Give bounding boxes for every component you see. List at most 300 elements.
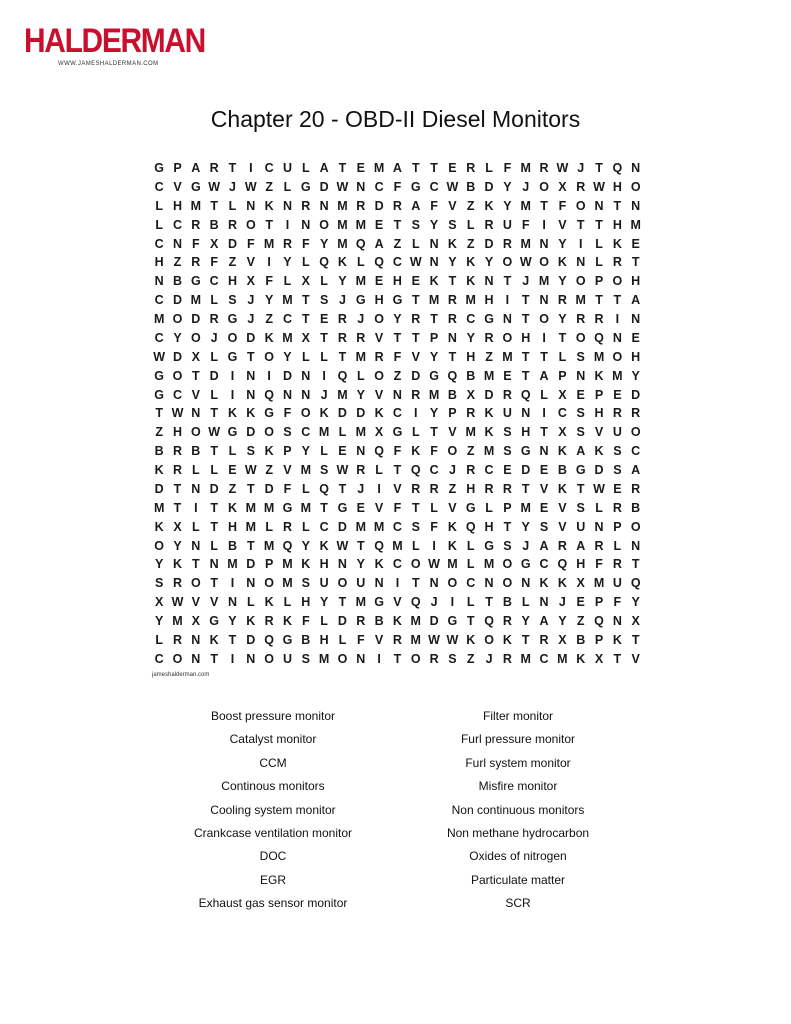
grid-letter: N xyxy=(447,330,457,345)
grid-letter: R xyxy=(301,198,311,213)
grid-letter: D xyxy=(209,368,219,383)
grid-letter: Q xyxy=(374,538,384,553)
grid-letter: O xyxy=(172,651,183,666)
grid-letter: L xyxy=(320,444,328,459)
grid-letter: S xyxy=(576,406,585,421)
grid-letter: Q xyxy=(355,236,366,251)
grid-letter: W xyxy=(336,538,349,553)
grid-letter: Y xyxy=(429,406,439,421)
grid-letter: T xyxy=(540,425,548,440)
grid-letter: K xyxy=(484,198,494,213)
grid-letter: Y xyxy=(631,368,640,383)
grid-letter: O xyxy=(337,576,348,591)
grid-letter: K xyxy=(172,557,182,572)
word-list-item: Continous monitors xyxy=(221,779,325,794)
grid-letter: R xyxy=(227,217,237,232)
grid-letter: H xyxy=(172,425,182,440)
grid-letter: W xyxy=(519,255,532,270)
grid-letter: X xyxy=(154,595,164,610)
grid-letter: J xyxy=(247,312,255,326)
grid-letter: U xyxy=(282,161,292,175)
grid-letter: C xyxy=(539,557,549,572)
grid-letter: M xyxy=(355,274,366,289)
grid-letter: P xyxy=(594,595,604,610)
grid-letter: U xyxy=(502,406,512,421)
grid-letter: N xyxy=(429,255,439,270)
grid-letter: W xyxy=(153,349,166,364)
grid-letter: T xyxy=(521,632,530,647)
grid-letter: A xyxy=(576,538,586,553)
grid-letter: J xyxy=(430,595,438,610)
grid-letter: N xyxy=(172,236,182,251)
word-list-item: Oxides of nitrogen xyxy=(469,849,567,864)
grid-letter: M xyxy=(318,651,330,666)
grid-letter: Z xyxy=(393,368,402,383)
grid-letter: Z xyxy=(265,463,273,477)
grid-letter: S xyxy=(319,463,329,477)
grid-letter: R xyxy=(392,632,402,647)
grid-letter: P xyxy=(173,161,182,175)
grid-letter: H xyxy=(484,519,494,534)
grid-letter: E xyxy=(539,500,549,515)
grid-letter: Y xyxy=(264,293,274,308)
grid-letter: R xyxy=(502,614,512,628)
grid-letter: O xyxy=(227,330,238,345)
grid-letter: C xyxy=(539,651,549,666)
grid-letter: T xyxy=(338,349,347,364)
grid-letter: Y xyxy=(356,557,365,572)
grid-letter: L xyxy=(430,500,438,515)
grid-letter: Z xyxy=(485,349,493,364)
halderman-logo xyxy=(24,22,205,72)
grid-letter: K xyxy=(539,576,549,591)
grid-letter: H xyxy=(227,519,237,534)
grid-letter: H xyxy=(466,481,476,496)
grid-letter: W xyxy=(428,557,440,572)
grid-letter: T xyxy=(210,198,218,213)
grid-letter: C xyxy=(392,557,402,572)
grid-letter: M xyxy=(337,387,348,402)
grid-letter: V xyxy=(594,425,604,440)
grid-letter: C xyxy=(429,463,439,477)
grid-letter: L xyxy=(301,161,310,175)
grid-letter: Z xyxy=(265,179,273,194)
grid-letter: K xyxy=(429,274,439,289)
grid-letter: H xyxy=(392,274,402,289)
grid-letter: Z xyxy=(576,614,585,628)
grid-letter: C xyxy=(172,217,182,232)
grid-letter: H xyxy=(227,274,237,289)
grid-letter: V xyxy=(631,651,640,666)
grid-letter: T xyxy=(228,161,237,175)
grid-letter: Q xyxy=(282,538,293,553)
grid-letter: L xyxy=(155,632,163,647)
grid-letter: M xyxy=(355,519,366,534)
grid-letter: X xyxy=(209,236,219,251)
grid-letter: V xyxy=(448,198,457,213)
grid-letter: C xyxy=(154,293,164,308)
grid-letter: N xyxy=(539,236,549,251)
word-list-right xyxy=(398,708,638,919)
grid-letter: D xyxy=(411,368,421,383)
grid-letter: T xyxy=(540,198,548,213)
grid-letter: N xyxy=(539,444,549,459)
grid-letter: R xyxy=(411,481,421,496)
grid-letter: T xyxy=(558,330,567,345)
grid-letter: K xyxy=(301,557,311,572)
grid-letter: I xyxy=(230,651,235,666)
grid-letter: D xyxy=(337,519,347,534)
grid-letter: G xyxy=(190,274,201,289)
grid-letter: T xyxy=(301,312,310,326)
grid-letter: R xyxy=(191,217,201,232)
grid-letter: U xyxy=(612,576,622,591)
grid-letter: Y xyxy=(173,330,182,345)
grid-letter: M xyxy=(520,161,531,175)
grid-letter: A xyxy=(631,463,641,477)
grid-letter: H xyxy=(374,293,384,308)
grid-letter: T xyxy=(521,293,530,308)
grid-letter: P xyxy=(594,632,604,647)
grid-letter: K xyxy=(264,444,274,459)
grid-letter: O xyxy=(575,198,586,213)
grid-letter: T xyxy=(155,406,163,421)
grid-letter: M xyxy=(337,198,348,213)
grid-letter: T xyxy=(466,614,475,628)
grid-letter: L xyxy=(595,255,603,270)
grid-letter: L xyxy=(466,538,475,553)
grid-letter: F xyxy=(210,255,218,270)
grid-letter: L xyxy=(210,349,218,364)
grid-letter: M xyxy=(355,425,366,440)
grid-letter: T xyxy=(521,349,530,364)
grid-letter: N xyxy=(246,387,256,402)
grid-letter: N xyxy=(539,595,549,610)
grid-letter: F xyxy=(595,557,603,572)
grid-letter: E xyxy=(503,463,512,477)
grid-letter: Y xyxy=(503,198,512,213)
grid-letter: G xyxy=(392,425,403,440)
grid-letter: Q xyxy=(594,330,604,345)
grid-letter: X xyxy=(191,349,200,364)
grid-letter: G xyxy=(447,614,458,628)
word-list-item: Misfire monitor xyxy=(478,779,558,794)
grid-letter: K xyxy=(447,519,457,534)
grid-letter: K xyxy=(466,255,476,270)
grid-letter: H xyxy=(631,274,641,289)
grid-letter: G xyxy=(392,293,403,308)
grid-letter: N xyxy=(282,387,292,402)
grid-letter: Z xyxy=(265,312,273,326)
grid-letter: E xyxy=(613,387,622,402)
grid-letter: M xyxy=(227,557,238,572)
grid-letter: X xyxy=(558,632,567,647)
grid-letter: B xyxy=(172,274,182,289)
grid-letter: T xyxy=(320,330,328,345)
grid-letter: T xyxy=(503,519,512,534)
grid-letter: T xyxy=(595,217,603,232)
grid-letter: Q xyxy=(374,444,384,459)
grid-letter: I xyxy=(414,406,418,421)
grid-letter: O xyxy=(612,274,623,289)
grid-letter: L xyxy=(540,387,548,402)
grid-letter: L xyxy=(283,179,292,194)
grid-letter: O xyxy=(575,330,586,345)
grid-letter: D xyxy=(356,406,366,421)
grid-letter: Y xyxy=(283,255,292,270)
grid-letter: F xyxy=(192,236,200,251)
grid-letter: Z xyxy=(466,236,475,251)
grid-letter: Y xyxy=(356,387,365,402)
grid-letter: O xyxy=(154,538,165,553)
grid-letter: O xyxy=(539,312,549,326)
grid-letter: P xyxy=(283,444,292,459)
grid-letter: L xyxy=(356,255,365,270)
grid-letter: L xyxy=(265,519,273,534)
grid-letter: T xyxy=(411,576,420,591)
grid-letter: L xyxy=(301,255,310,270)
word-list-item: Crankcase ventilation monitor xyxy=(193,825,353,840)
grid-letter: B xyxy=(631,500,641,515)
grid-letter: Q xyxy=(520,387,531,402)
grid-letter: Y xyxy=(154,557,164,572)
grid-letter: R xyxy=(172,444,182,459)
grid-letter: O xyxy=(374,312,384,326)
grid-letter: O xyxy=(484,632,494,647)
grid-letter: R xyxy=(282,236,292,251)
grid-letter: K xyxy=(557,576,567,591)
grid-letter: D xyxy=(484,179,494,194)
grid-letter: M xyxy=(428,387,440,402)
grid-letter: T xyxy=(613,198,622,213)
grid-letter: L xyxy=(558,349,567,364)
grid-letter: M xyxy=(520,500,531,515)
grid-letter: N xyxy=(576,255,586,270)
grid-letter: L xyxy=(210,538,218,553)
grid-letter: G xyxy=(190,179,201,194)
grid-letter: D xyxy=(227,236,237,251)
grid-letter: E xyxy=(319,312,329,326)
grid-letter: V xyxy=(191,387,200,402)
grid-letter: B xyxy=(301,632,311,647)
grid-letter: T xyxy=(228,632,237,647)
grid-letter: R xyxy=(612,255,622,270)
grid-letter: D xyxy=(429,614,439,628)
grid-letter: Q xyxy=(630,576,641,591)
grid-letter: J xyxy=(522,179,530,194)
grid-letter: C xyxy=(557,406,567,421)
grid-letter: I xyxy=(395,576,400,591)
grid-letter: L xyxy=(320,614,328,628)
grid-letter: U xyxy=(612,425,622,440)
grid-letter: S xyxy=(539,519,549,534)
grid-letter: I xyxy=(542,406,546,421)
grid-letter: J xyxy=(522,538,530,553)
grid-letter: V xyxy=(374,632,384,647)
grid-letter: T xyxy=(613,293,622,308)
grid-letter: M xyxy=(520,651,531,666)
grid-letter: T xyxy=(631,557,640,572)
grid-letter: L xyxy=(411,425,420,440)
grid-letter: Q xyxy=(465,519,476,534)
grid-letter: N xyxy=(191,406,201,421)
grid-letter: G xyxy=(264,406,274,421)
grid-letter: J xyxy=(229,179,236,194)
grid-letter: R xyxy=(502,481,512,496)
grid-letter: N xyxy=(191,538,201,553)
grid-letter: R xyxy=(612,557,622,572)
grid-letter: D xyxy=(246,557,256,572)
grid-letter: D xyxy=(631,387,641,402)
grid-letter: C xyxy=(466,312,476,326)
grid-letter: V xyxy=(558,519,567,534)
grid-letter: R xyxy=(356,198,366,213)
grid-letter: R xyxy=(502,651,512,666)
grid-letter: E xyxy=(411,274,420,289)
grid-letter: X xyxy=(374,425,384,440)
grid-letter: O xyxy=(190,425,201,440)
grid-letter: W xyxy=(244,463,257,477)
grid-letter: Y xyxy=(558,312,567,326)
grid-letter: W xyxy=(428,632,440,647)
grid-letter: K xyxy=(594,368,604,383)
grid-letter: R xyxy=(172,463,182,477)
grid-letter: N xyxy=(337,557,347,572)
grid-letter: L xyxy=(283,274,292,289)
grid-letter: U xyxy=(282,651,292,666)
grid-letter: M xyxy=(483,444,495,459)
grid-letter: M xyxy=(263,500,275,515)
grid-letter: N xyxy=(191,632,201,647)
grid-letter: T xyxy=(173,481,182,496)
grid-letter: S xyxy=(411,217,420,232)
grid-letter: E xyxy=(539,463,549,477)
grid-letter: T xyxy=(613,651,622,666)
grid-letter: D xyxy=(246,425,256,440)
grid-letter: I xyxy=(267,255,271,270)
grid-letter: G xyxy=(484,538,494,553)
grid-letter: K xyxy=(264,330,274,345)
grid-letter: O xyxy=(612,349,623,364)
grid-letter: Y xyxy=(338,274,347,289)
grid-letter: K xyxy=(484,425,494,440)
grid-letter: N xyxy=(612,614,622,628)
grid-letter: B xyxy=(447,387,457,402)
grid-letter: M xyxy=(410,614,421,628)
grid-letter: H xyxy=(521,330,531,345)
grid-letter: Y xyxy=(301,538,310,553)
grid-letter: W xyxy=(208,425,221,440)
grid-letter: K xyxy=(557,481,567,496)
grid-letter: Y xyxy=(154,614,164,628)
grid-letter: M xyxy=(153,312,165,326)
grid-letter: A xyxy=(539,614,549,628)
grid-letter: E xyxy=(228,463,237,477)
grid-letter: T xyxy=(411,161,420,175)
word-list-left xyxy=(153,708,393,919)
grid-letter: T xyxy=(210,576,218,591)
grid-letter: G xyxy=(227,349,238,364)
word-list-item: Filter monitor xyxy=(482,709,553,723)
grid-letter: O xyxy=(300,406,311,421)
grid-letter: G xyxy=(209,614,220,628)
grid-letter: D xyxy=(337,614,347,628)
grid-letter: B xyxy=(191,444,201,459)
grid-letter: Q xyxy=(319,255,329,270)
grid-letter: T xyxy=(210,444,218,459)
grid-letter: S xyxy=(448,217,457,232)
grid-letter: Z xyxy=(466,651,475,666)
grid-letter: T xyxy=(338,595,347,610)
grid-letter: M xyxy=(630,217,641,232)
grid-letter: M xyxy=(447,557,458,572)
word-list-item: Furl pressure monitor xyxy=(460,732,576,747)
grid-letter: R xyxy=(447,293,457,308)
grid-letter: T xyxy=(411,293,420,308)
grid-letter: H xyxy=(576,557,586,572)
grid-letter: R xyxy=(264,614,274,628)
grid-letter: G xyxy=(154,387,165,402)
grid-letter: N xyxy=(594,198,604,213)
grid-letter: Y xyxy=(319,595,329,610)
grid-letter: V xyxy=(374,330,384,345)
grid-letter: D xyxy=(521,463,531,477)
grid-letter: V xyxy=(246,255,255,270)
grid-letter: C xyxy=(154,236,164,251)
grid-letter: U xyxy=(576,519,586,534)
grid-letter: L xyxy=(301,519,310,534)
grid-letter: S xyxy=(576,425,585,440)
grid-letter: E xyxy=(631,330,640,345)
grid-letter: S xyxy=(448,651,457,666)
grid-letter: G xyxy=(227,425,238,440)
grid-letter: M xyxy=(153,500,165,515)
grid-letter: T xyxy=(338,481,347,496)
grid-letter: P xyxy=(503,500,512,515)
grid-letter: N xyxy=(191,481,201,496)
grid-letter: M xyxy=(300,500,311,515)
grid-letter: V xyxy=(283,463,292,477)
grid-letter: M xyxy=(282,330,293,345)
grid-letter: Z xyxy=(228,481,237,496)
grid-letter: R xyxy=(502,387,512,402)
grid-letter: V xyxy=(393,481,402,496)
grid-letter: T xyxy=(540,349,548,364)
grid-letter: D xyxy=(319,179,329,194)
grid-letter: H xyxy=(521,425,531,440)
grid-letter: M xyxy=(337,236,348,251)
grid-letter: M xyxy=(300,463,311,477)
grid-letter: L xyxy=(338,425,347,440)
grid-letter: F xyxy=(283,406,292,421)
grid-letter: C xyxy=(392,406,402,421)
grid-letter: L xyxy=(210,463,218,477)
grid-letter: H xyxy=(319,557,329,572)
grid-letter: L xyxy=(283,595,292,610)
grid-letter: T xyxy=(338,161,347,175)
grid-letter: M xyxy=(410,632,421,647)
grid-letter: I xyxy=(322,368,326,383)
grid-letter: S xyxy=(576,500,585,515)
grid-letter: M xyxy=(538,274,550,289)
grid-letter: S xyxy=(154,576,164,591)
grid-letter: D xyxy=(172,349,182,364)
grid-letter: W xyxy=(593,481,605,496)
grid-letter: J xyxy=(485,651,493,666)
grid-letter: L xyxy=(411,538,420,553)
grid-letter: Z xyxy=(173,255,182,270)
grid-letter: R xyxy=(209,312,219,326)
